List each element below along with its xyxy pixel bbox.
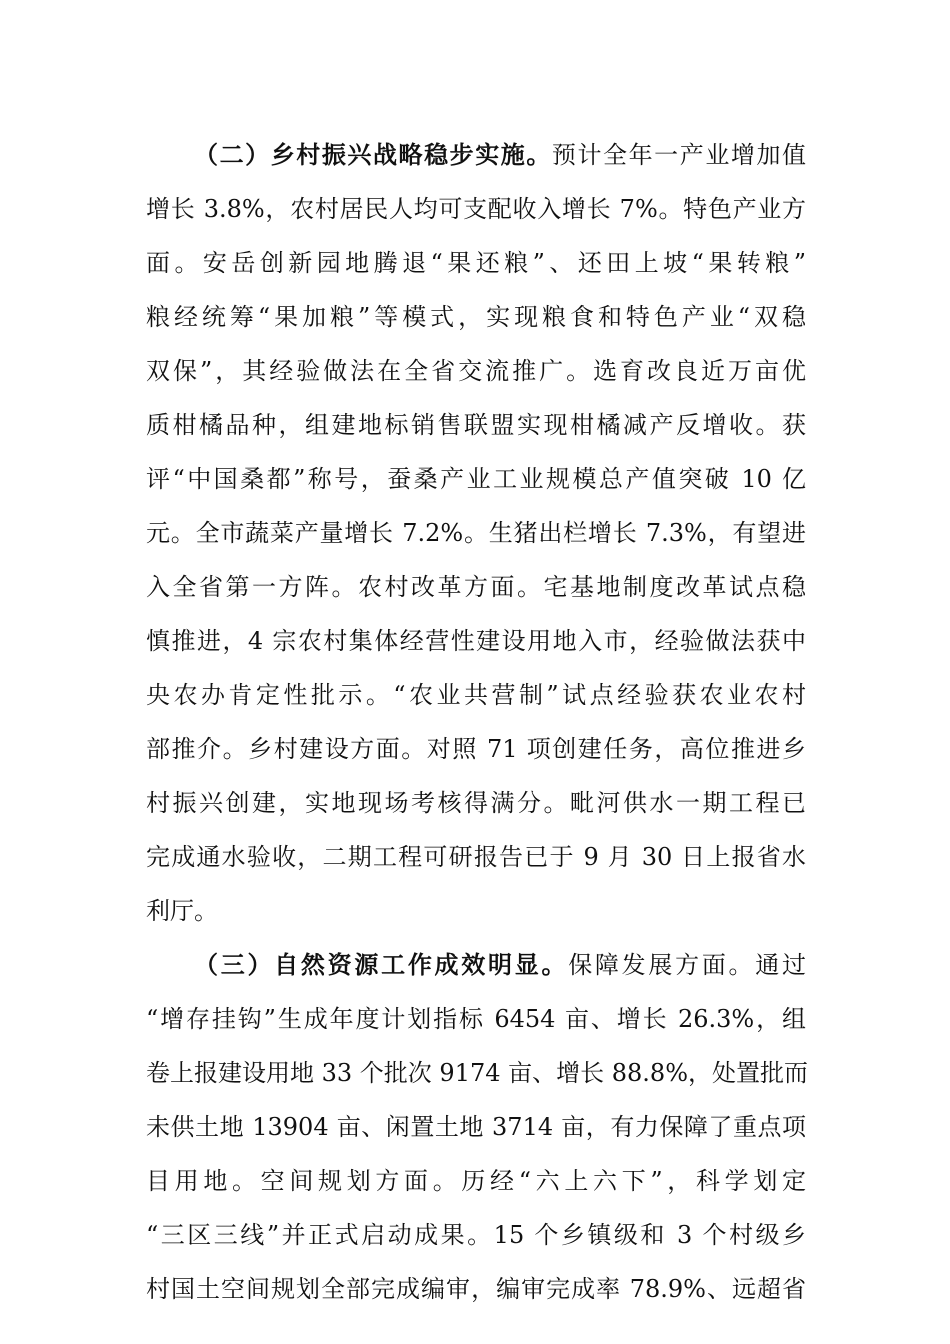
paragraph-line: 评“中国桑都”称号，蚕桑产业工业规模总产值突破 10 亿 xyxy=(146,465,806,493)
paragraph-line: 利厅。 xyxy=(146,897,218,925)
paragraph-line: 粮经统筹“果加粮”等模式，实现粮食和特色产业“双稳 xyxy=(146,303,806,331)
section-heading: （二）乡村振兴战略稳步实施。 xyxy=(194,141,552,169)
paragraph-line: 部推介。乡村建设方面。对照 71 项创建任务，高位推进乡 xyxy=(146,735,806,763)
paragraph-line: 面。安岳创新园地腾退“果还粮”、还田上坡“果转粮” xyxy=(146,249,806,277)
paragraph-line: 完成通水验收，二期工程可研报告已于 9 月 30 日上报省水 xyxy=(146,843,806,871)
paragraph-line xyxy=(146,938,806,992)
paragraph-line: 元。全市蔬菜产量增长 7.2%。生猪出栏增长 7.3%，有望进 xyxy=(146,519,806,547)
paragraph-line: 村振兴创建，实地现场考核得满分。毗河供水一期工程已 xyxy=(146,789,806,817)
section-heading: （三）自然资源工作成效明显。 xyxy=(194,951,569,979)
paragraph-line: 双保”，其经验做法在全省交流推广。选育改良近万亩优 xyxy=(146,357,806,385)
paragraph-line: 央农办肯定性批示。“农业共营制”试点经验获农业农村 xyxy=(146,681,806,709)
paragraph-line: 卷上报建设用地 33 个批次 9174 亩、增长 88.8%，处置批而 xyxy=(146,1059,809,1087)
body-text xyxy=(146,128,809,1316)
paragraph-line: 未供土地 13904 亩、闲置土地 3714 亩，有力保障了重点项 xyxy=(146,1113,806,1141)
paragraph-line: “增存挂钩”生成年度计划指标 6454 亩、增长 26.3%，组 xyxy=(146,1005,806,1033)
paragraph-text: 保障发展方面。通过 xyxy=(568,951,807,979)
paragraph-line xyxy=(146,128,806,182)
paragraph-line: 慎推进，4 宗农村集体经营性建设用地入市，经验做法获中 xyxy=(146,627,806,655)
paragraph-line: 增长 3.8%，农村居民人均可支配收入增长 7%。特色产业方 xyxy=(146,195,806,223)
paragraph-line: 入全省第一方阵。农村改革方面。宅基地制度改革试点稳 xyxy=(146,573,806,601)
paragraph-line: “三区三线”并正式启动成果。15 个乡镇级和 3 个村级乡 xyxy=(146,1221,806,1249)
paragraph-line: 目用地。空间规划方面。历经“六上六下”，科学划定 xyxy=(146,1167,806,1195)
paragraph-text: 预计全年一产业增加值 xyxy=(551,141,807,169)
paragraph-line: 村国土空间规划全部完成编审，编审完成率 78.9%、远超省 xyxy=(146,1275,806,1303)
paragraph-line: 质柑橘品种，组建地标销售联盟实现柑橘减产反增收。获 xyxy=(146,411,806,439)
